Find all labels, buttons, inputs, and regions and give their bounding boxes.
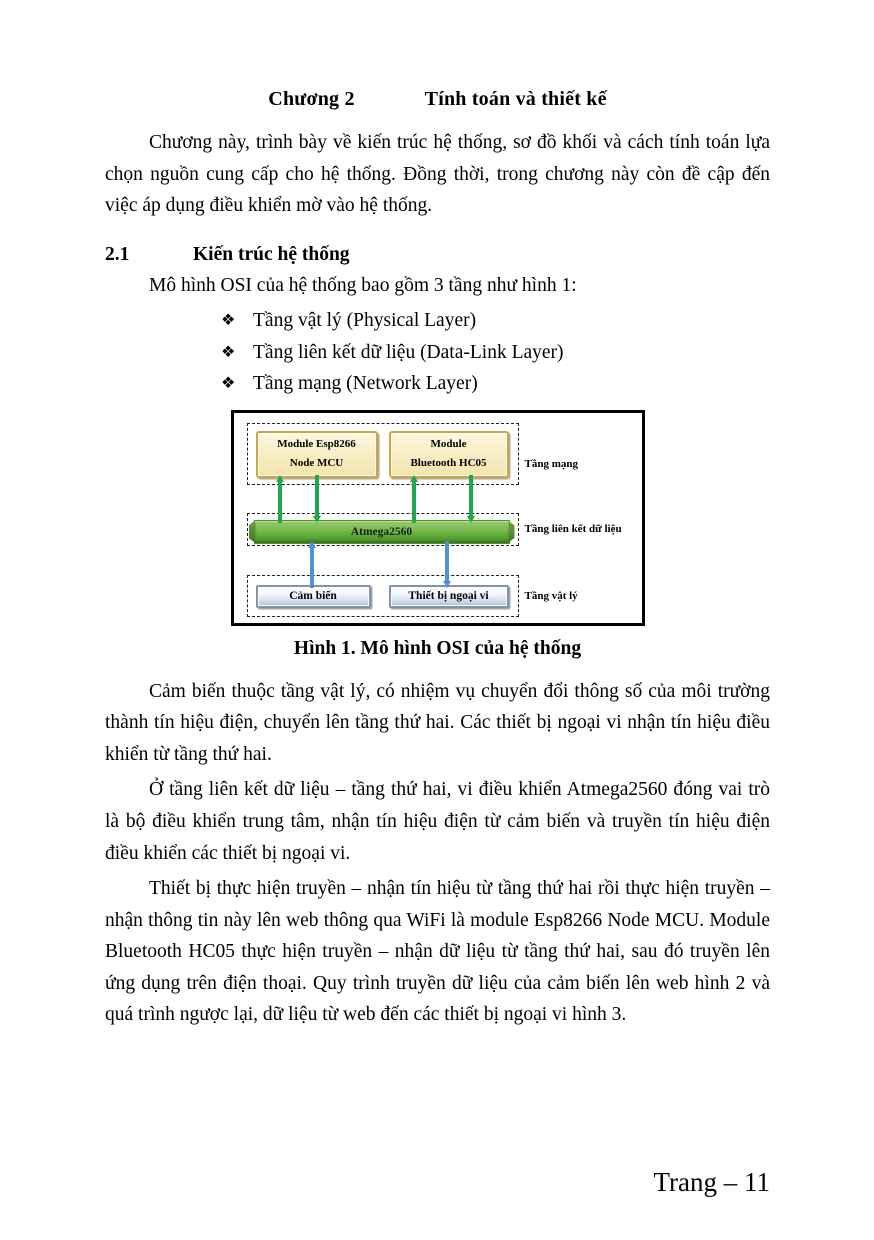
- osi-layer-list: [105, 305, 770, 400]
- list-item-label: Tầng mạng (Network Layer): [253, 373, 478, 395]
- arrow-head: [443, 581, 451, 588]
- figure-osi-diagram: [105, 410, 770, 626]
- page-content: [105, 0, 770, 1031]
- block-bluetooth-hc05: [389, 431, 509, 478]
- chapter-heading: [105, 88, 770, 111]
- section-lead-in: Mô hình OSI của hệ thống bao gồm 3 tầng như hình 1:: [149, 274, 577, 296]
- block-peripheral-label: Thiết bị ngoại vi: [408, 590, 489, 603]
- block-sensor-label: Cảm biến: [289, 590, 337, 603]
- arrow-down-icon-mcu-to-peripheral: [443, 541, 452, 588]
- layer-label-network: Tầng mạng: [524, 457, 578, 470]
- section-title: Kiến trúc hệ thống: [193, 243, 350, 265]
- page-footer: Trang – 11: [653, 1167, 770, 1197]
- block-peripheral-device: [389, 585, 509, 608]
- list-item-label: Tầng vật lý (Physical Layer): [253, 309, 477, 331]
- arrow-down-icon-mcu-to-bluetooth: [467, 475, 476, 523]
- arrow-down-icon-mcu-to-esp: [313, 475, 322, 523]
- list-item-label: Tầng liên kết dữ liệu (Data-Link Layer): [253, 341, 564, 363]
- arrow-shaft: [412, 481, 416, 523]
- block-sensor: [256, 585, 371, 608]
- intro-paragraph: Chương này, trình bày về kiến trúc hệ thống, sơ đồ khối và cách tính toán lựa chọn nguồn cung cấp cho hệ thống. Đồng thời, trong chương này còn đề cập đến việc áp dụng điều khiển mờ vào hệ thống.: [105, 132, 770, 217]
- body-paragraph-2: Ở tầng liên kết dữ liệu – tầng thứ hai, vi điều khiển Atmega2560 đóng vai trò là bộ điều khiển trung tâm, nhận tín hiệu điện từ cảm biến và truyền tín hiệu điện điều khiển các thiết bị ngoại vi.: [105, 779, 770, 864]
- layer-label-datalink: Tầng liên kết dữ liệu: [524, 522, 622, 535]
- block-esp8266-line1: Module Esp8266: [277, 437, 356, 450]
- section-number: 2.1: [105, 243, 130, 265]
- list-item: [105, 337, 770, 369]
- block-esp8266-line2: Node MCU: [289, 457, 344, 470]
- block-atmega2560: [254, 520, 510, 544]
- diamond-bullet-icon: ❖: [221, 375, 236, 393]
- arrow-up-icon-bluetooth-to-mcu: [410, 475, 419, 523]
- arrow-shaft: [315, 475, 319, 517]
- arrow-head: [313, 516, 321, 523]
- list-item: [105, 368, 770, 400]
- arrow-shaft: [445, 541, 449, 582]
- arrow-shaft: [469, 475, 473, 517]
- block-bluetooth-line1: Module: [430, 437, 467, 450]
- diamond-bullet-icon: ❖: [221, 311, 236, 329]
- arrow-shaft: [310, 547, 314, 588]
- chapter-title: Tính toán và thiết kế: [424, 88, 607, 110]
- block-atmega2560-label: Atmega2560: [350, 525, 413, 538]
- diagram-frame: [231, 410, 645, 626]
- arrow-up-icon-esp-to-mcu: [276, 475, 285, 523]
- arrow-shaft: [278, 481, 282, 523]
- arrow-up-icon-sensor-to-mcu: [308, 541, 317, 588]
- section-heading: [105, 244, 770, 266]
- body-paragraph-3: Thiết bị thực hiện truyền – nhận tín hiệu từ tầng thứ hai rồi thực hiện truyền – nhận thông tin này lên web thông qua WiFi là module Esp8266 Node MCU. Module Bluetooth HC05 thực hiện truyền – nhận dữ liệu từ tầng thứ hai, sau đó truyền lên ứng dụng trên điện thoại. Quy trình truyền dữ liệu của cảm biến lên web hình 2 và quá trình ngược lại, dữ liệu từ web đến các thiết bị ngoại vi hình 3.: [105, 878, 770, 1026]
- body-paragraph-1: Cảm biến thuộc tầng vật lý, có nhiệm vụ chuyển đổi thông số của môi trường thành tín hiệu điện, chuyển lên tầng thứ hai. Các thiết bị ngoại vi nhận tín hiệu điều khiển từ tầng thứ hai.: [105, 680, 770, 765]
- diamond-bullet-icon: ❖: [221, 343, 236, 361]
- block-bluetooth-line2: Bluetooth HC05: [410, 457, 487, 470]
- layer-label-physical: Tầng vật lý: [524, 589, 578, 602]
- arrow-head: [467, 516, 475, 523]
- figure-caption: Hình 1. Mô hình OSI của hệ thống: [293, 637, 582, 659]
- chapter-number: Chương 2: [268, 88, 355, 110]
- block-esp8266-node-mcu: [256, 431, 378, 478]
- list-item: [105, 305, 770, 337]
